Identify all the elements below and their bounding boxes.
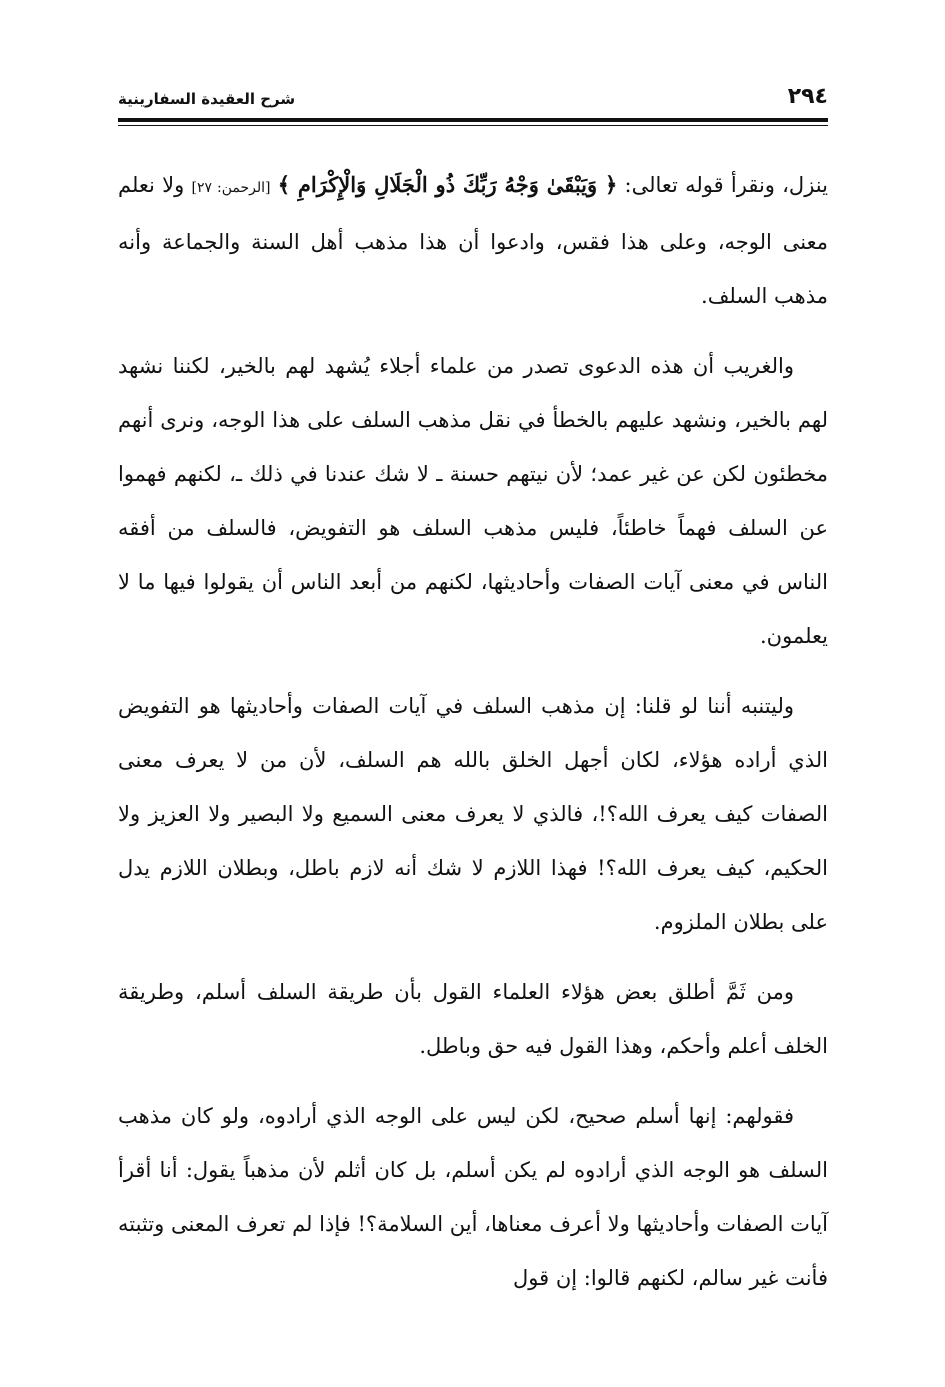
header-rule-thin: [118, 125, 828, 126]
paragraph-3-text: وليتنبه أننا لو قلنا: إن مذهب السلف في آيات الصفات وأحاديثها هو التفويض الذي أراده هؤلاء، لكان أجهل الخلق بالله هم السلف، لأن من لا يعرف معنى الصفات كيف يعرف الله؟!، فالذي لا يعرف معنى السميع ولا البصير ولا العزيز ولا الحكيم، كيف يعرف الله؟! فهذا اللازم لا شك أنه لازم باطل، وبطلان اللازم يدل على بطلان الملزوم.: [118, 694, 828, 934]
paragraph-1-lead: ينزل، ونقرأ قوله تعالى:: [624, 173, 828, 197]
quran-verse: ﴿ وَيَبْقَىٰ وَجْهُ رَبِّكَ ذُو الْجَلَالِ وَالْإِكْرَامِ ﴾: [277, 172, 618, 197]
paragraph-2: [118, 339, 828, 663]
paragraph-5: [118, 1089, 828, 1305]
running-book-title: شرح العقيدة السفارينية: [118, 90, 296, 108]
page-body: [118, 158, 828, 1321]
page-number: ٢٩٤: [787, 84, 828, 109]
paragraph-3: [118, 679, 828, 949]
verse-reference: [الرحمن: ٢٧]: [191, 180, 271, 196]
paragraph-2-text: والغريب أن هذه الدعوى تصدر من علماء أجلاء يُشهد لهم بالخير، لكننا نشهد لهم بالخير، ونشهد عليهم بالخطأ في نقل مذهب السلف على هذا الوجه، ونرى أنهم مخطئون لكن عن غير عمد؛ لأن نيتهم حسنة ـ لا شك عندنا في ذلك ـ، لكنهم فهموا عن السلف فهماً خاطئاً، فليس مذهب السلف هو التفويض، فالسلف من أفقه الناس في معنى آيات الصفات وأحاديثها، لكنهم من أبعد الناس أن يقولوا فيها ما لا يعلمون.: [118, 354, 828, 648]
page-header: [118, 86, 828, 122]
paragraph-1: [118, 158, 828, 323]
paragraph-4-text: ومن ثَمَّ أطلق بعض هؤلاء العلماء القول بأن طريقة السلف أسلم، وطريقة الخلف أعلم وأحكم، وهذا القول فيه حق وباطل.: [118, 980, 828, 1058]
paragraph-4: [118, 965, 828, 1073]
paragraph-1-rest: ولا نعلم معنى الوجه، وعلى هذا فقس، وادعوا أن هذا مذهب أهل السنة والجماعة وأنه مذهب السلف.: [118, 173, 828, 308]
paragraph-5-text: فقولهم: إنها أسلم صحيح، لكن ليس على الوجه الذي أرادوه، ولو كان مذهب السلف هو الوجه الذي أرادوه لم يكن أسلم، بل كان أثلم لأن مذهباً يقول: أنا أقرأ آيات الصفات وأحاديثها ولا أعرف معناها، أين السلامة؟! فإذا لم تعرف المعنى وتثبته فأنت غير سالم، لكنهم قالوا: إن قول: [118, 1104, 828, 1290]
header-rule-thick: [118, 118, 828, 122]
